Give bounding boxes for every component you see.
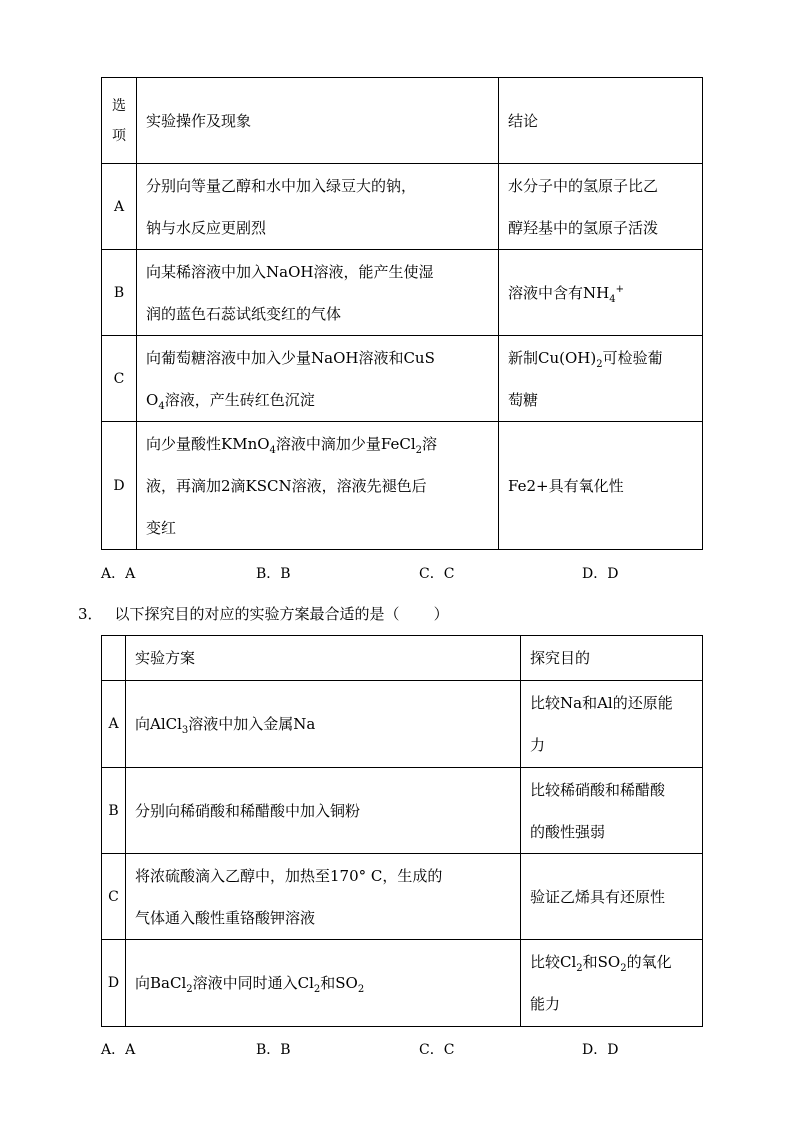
row-conclusion: 溶液中含有$NH_4^+$ bbox=[499, 250, 703, 336]
row-purpose: 验证乙烯具有还原性 bbox=[521, 854, 703, 940]
header-operation: 实验操作及现象 bbox=[137, 78, 499, 164]
row-purpose: 比较Na和Al的还原能 力 bbox=[521, 681, 703, 768]
table-row bbox=[102, 422, 703, 550]
row-plan: 向BaCl$_2$溶液中同时通入$Cl_2$和$SO_2$ bbox=[126, 940, 521, 1027]
question-close: ） bbox=[433, 605, 449, 623]
header-conclusion: 结论 bbox=[499, 78, 703, 164]
choice-b[interactable]: B．B bbox=[256, 1042, 291, 1058]
table-row bbox=[102, 854, 703, 940]
table-row bbox=[102, 940, 703, 1027]
header-plan: 实验方案 bbox=[126, 636, 521, 681]
table-row bbox=[102, 768, 703, 854]
row-option: C bbox=[102, 336, 137, 422]
row-conclusion: 水分子中的氢原子比乙 醇羟基中的氢原子活泼 bbox=[499, 164, 703, 250]
choice-a[interactable]: A．A bbox=[101, 1042, 136, 1058]
question-text: 以下探究目的对应的实验方案最合适的是（ bbox=[114, 605, 400, 623]
table-row bbox=[102, 681, 703, 768]
choice-c[interactable]: C．C bbox=[419, 1042, 455, 1058]
question-number: 3． bbox=[78, 605, 103, 623]
table-header-row bbox=[102, 78, 703, 164]
row-operation: 向某稀溶液中加入NaOH溶液，能产生使湿 润的蓝色石蕊试纸变红的气体 bbox=[137, 250, 499, 336]
choice-b[interactable]: B．B bbox=[256, 566, 291, 582]
row-purpose: 比较稀硝酸和稀醋酸 的酸性强弱 bbox=[521, 768, 703, 854]
row-operation: 分别向等量乙醇和水中加入绿豆大的钠， 钠与水反应更剧烈 bbox=[137, 164, 499, 250]
header-purpose: 探究目的 bbox=[521, 636, 703, 681]
choice-a[interactable]: A．A bbox=[101, 566, 136, 582]
row-conclusion: 新制$Cu(OH)_2$可检验葡 萄糖 bbox=[499, 336, 703, 422]
choice-d[interactable]: D．D bbox=[582, 566, 619, 582]
table-row bbox=[102, 164, 703, 250]
experiment-table-1 bbox=[101, 77, 703, 550]
choice-c[interactable]: C．C bbox=[419, 566, 455, 582]
row-option: D bbox=[102, 422, 137, 550]
row-option: C bbox=[102, 854, 126, 940]
row-plan: 分别向稀硝酸和稀醋酸中加入铜粉 bbox=[126, 768, 521, 854]
row-operation: 向葡萄糖溶液中加入少量NaOH溶液和CuS $O_4$溶液，产生砖红色沉淀 bbox=[137, 336, 499, 422]
header-option: 选 项 bbox=[102, 78, 137, 164]
row-conclusion: Fe2+具有氧化性 bbox=[499, 422, 703, 550]
row-option: D bbox=[102, 940, 126, 1027]
question-3-stem bbox=[78, 603, 449, 624]
row-option: A bbox=[102, 164, 137, 250]
table-row bbox=[102, 250, 703, 336]
choice-d[interactable]: D．D bbox=[582, 1042, 619, 1058]
row-option: A bbox=[102, 681, 126, 768]
row-plan: 将浓硫酸滴入乙醇中，加热至170° C，生成的 气体通入酸性重铬酸钾溶液 bbox=[126, 854, 521, 940]
experiment-table-2 bbox=[101, 635, 703, 1027]
table-row bbox=[102, 336, 703, 422]
table-header-row bbox=[102, 636, 703, 681]
header-option bbox=[102, 636, 126, 681]
row-option: B bbox=[102, 768, 126, 854]
row-operation: 向少量酸性KMnO$_4$溶液中滴加少量FeCl$_2$溶 液，再滴加2滴KSCN溶液，溶液先褪色后 变红 bbox=[137, 422, 499, 550]
row-plan: 向AlCl$_3$溶液中加入金属Na bbox=[126, 681, 521, 768]
row-purpose: 比较$Cl_2$和$SO_2$的氧化 能力 bbox=[521, 940, 703, 1027]
row-option: B bbox=[102, 250, 137, 336]
